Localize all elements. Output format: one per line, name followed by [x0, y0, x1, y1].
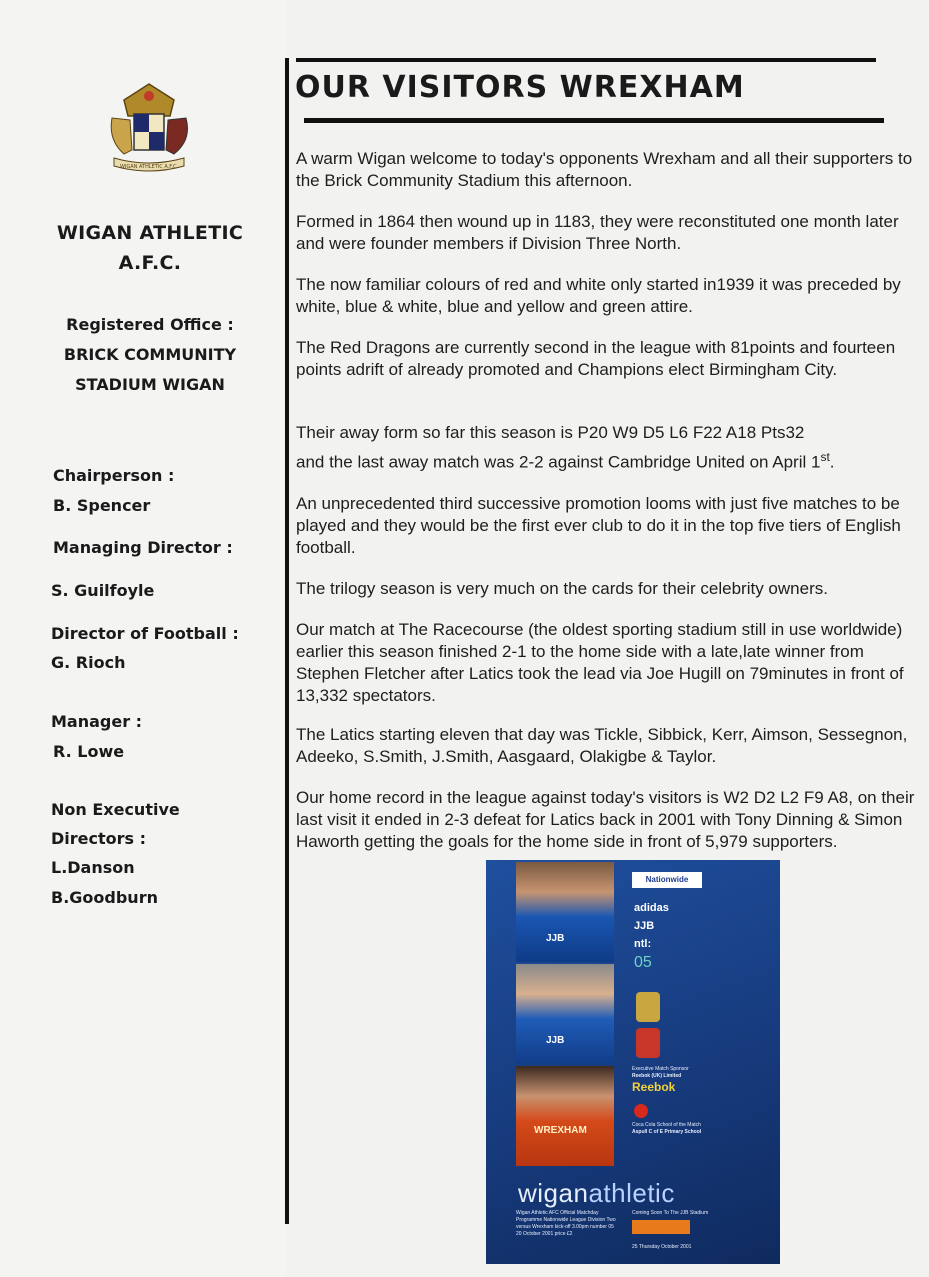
official-line: G. Rioch — [51, 653, 126, 672]
kit-sponsor-text: JJB — [546, 933, 565, 944]
official-line: Chairperson : — [53, 466, 175, 485]
office-label: Registered Office : — [66, 315, 234, 334]
club-name-line1: WIGAN ATHLETIC — [56, 222, 244, 244]
paragraph-away-match: and the last away match was 2-2 against Cambridge United on April 1st. — [296, 450, 835, 472]
official-line: Managing Director : — [53, 538, 233, 557]
official-line: Manager : — [51, 712, 143, 731]
office-line2: STADIUM WIGAN — [75, 375, 225, 394]
headline-top-rule — [296, 58, 876, 62]
cover-title-athletic: athletic — [588, 1178, 675, 1208]
registered-office — [40, 310, 260, 400]
kit-sponsor-text: JJB — [546, 1035, 565, 1046]
paragraph: Formed in 1864 then wound up in 1183, they were reconstituted one month later and were founder members if Division Three North. — [296, 212, 899, 253]
player-photo — [516, 1066, 614, 1166]
paragraph: An unprecedented third successive promotion looms with just five matches to be played and they would be the first ever club to do it in the top five tiers of English football. — [296, 494, 901, 557]
sponsor-logo: ntl: — [634, 938, 652, 950]
school-label: Coca Cola School of the Match — [632, 1122, 701, 1128]
sponsor-logo: adidas — [634, 902, 669, 914]
cover-footer-date: 25 Thursday October 2001 — [632, 1244, 692, 1250]
paragraph: Our match at The Racecourse (the oldest sporting stadium still in use worldwide) earlier this season finished 2-1 to the home side with a late,late winner from Stephen Fletcher after Latics took the lead via Joe Hugill on 79minutes in front of 13,332 spectators. — [296, 620, 904, 705]
cover-footer-right: Coming Soon To The JJB Stadium — [632, 1210, 709, 1216]
official-line: Director of Football : — [51, 624, 239, 643]
wrexham-crest-icon — [636, 1028, 660, 1058]
school-name: Aspull C of E Primary School — [632, 1129, 702, 1135]
player-photo — [516, 964, 614, 1064]
paragraph: The now familiar colours of red and white only started in1939 it was preceded by white, blue & white, blue and yellow and green attire. — [296, 275, 901, 316]
exec-sponsor-logo: Reebok — [632, 1080, 676, 1094]
vertical-divider — [285, 58, 289, 1224]
club-crest-icon — [104, 76, 194, 180]
club-name-line2: A.F.C. — [118, 252, 182, 274]
headline-bottom-rule — [304, 118, 884, 123]
official-line: Non Executive — [51, 800, 180, 819]
exec-sponsor-name: Reebok (UK) Limited — [632, 1073, 682, 1079]
cover-promo-banner — [632, 1220, 690, 1234]
coca-cola-icon — [634, 1104, 648, 1118]
exec-sponsor-label: Executive Match Sponsor — [632, 1066, 689, 1072]
office-line1: BRICK COMMUNITY — [63, 345, 237, 364]
wigan-crest-icon — [636, 992, 660, 1022]
official-line: R. Lowe — [53, 742, 125, 761]
programme-cover-image — [486, 860, 780, 1264]
paragraph-text: and the last away match was 2-2 against Cambridge United on April 1 — [296, 452, 821, 472]
club-name — [30, 218, 270, 278]
issue-number: 05 — [634, 954, 652, 971]
paragraph: A warm Wigan welcome to today's opponents Wrexham and all their supporters to the Brick Community Stadium this afternoon. — [296, 149, 913, 190]
sponsor-logo: JJB — [634, 920, 655, 932]
paragraph: Their away form so far this season is P20 W9 D5 L6 F22 A18 Pts32 — [296, 423, 805, 442]
official-line: Directors : — [51, 829, 147, 848]
headline: OUR VISITORS WREXHAM — [295, 70, 745, 105]
paragraph: Our home record in the league against today's visitors is W2 D2 L2 F9 A8, on their last visit it ended in 2-3 defeat for Latics back in 2001 with Tony Dinning & Simon Haworth getting the goals for the home side in front of 5,979 supporters. — [296, 788, 915, 851]
paragraph: The Red Dragons are currently second in the league with 81points and fourteen points adrift of already promoted and Champions elect Birmingham City. — [296, 338, 896, 379]
league-badge: Nationwide — [632, 872, 702, 888]
ordinal-suffix: st — [820, 450, 830, 464]
crest-caption: WIGAN ATHLETIC A.F.C. — [119, 164, 179, 170]
official-line: S. Guilfoyle — [51, 581, 155, 600]
cover-footer-left: Wigan Athletic AFC Official Matchday Programme Nationwide League Division Two versus Wrexham kick-off 3.00pm number 05 20 October 2001 price £2 — [516, 1210, 616, 1237]
cover-title-wigan: wigan — [518, 1178, 589, 1208]
paragraph: The trilogy season is very much on the cards for their celebrity owners. — [296, 579, 828, 598]
player-photo — [516, 862, 614, 962]
official-line: B.Goodburn — [51, 888, 158, 907]
kit-sponsor-text: WREXHAM — [534, 1125, 587, 1136]
paragraph: The Latics starting eleven that day was Tickle, Sibbick, Kerr, Aimson, Sessegnon, Adeeko, S.Smith, J.Smith, Aasgaard, Olakigbe & Taylor. — [296, 725, 908, 766]
cover-title — [518, 1178, 675, 1209]
official-line: B. Spencer — [53, 496, 151, 515]
official-line: L.Danson — [51, 858, 135, 877]
